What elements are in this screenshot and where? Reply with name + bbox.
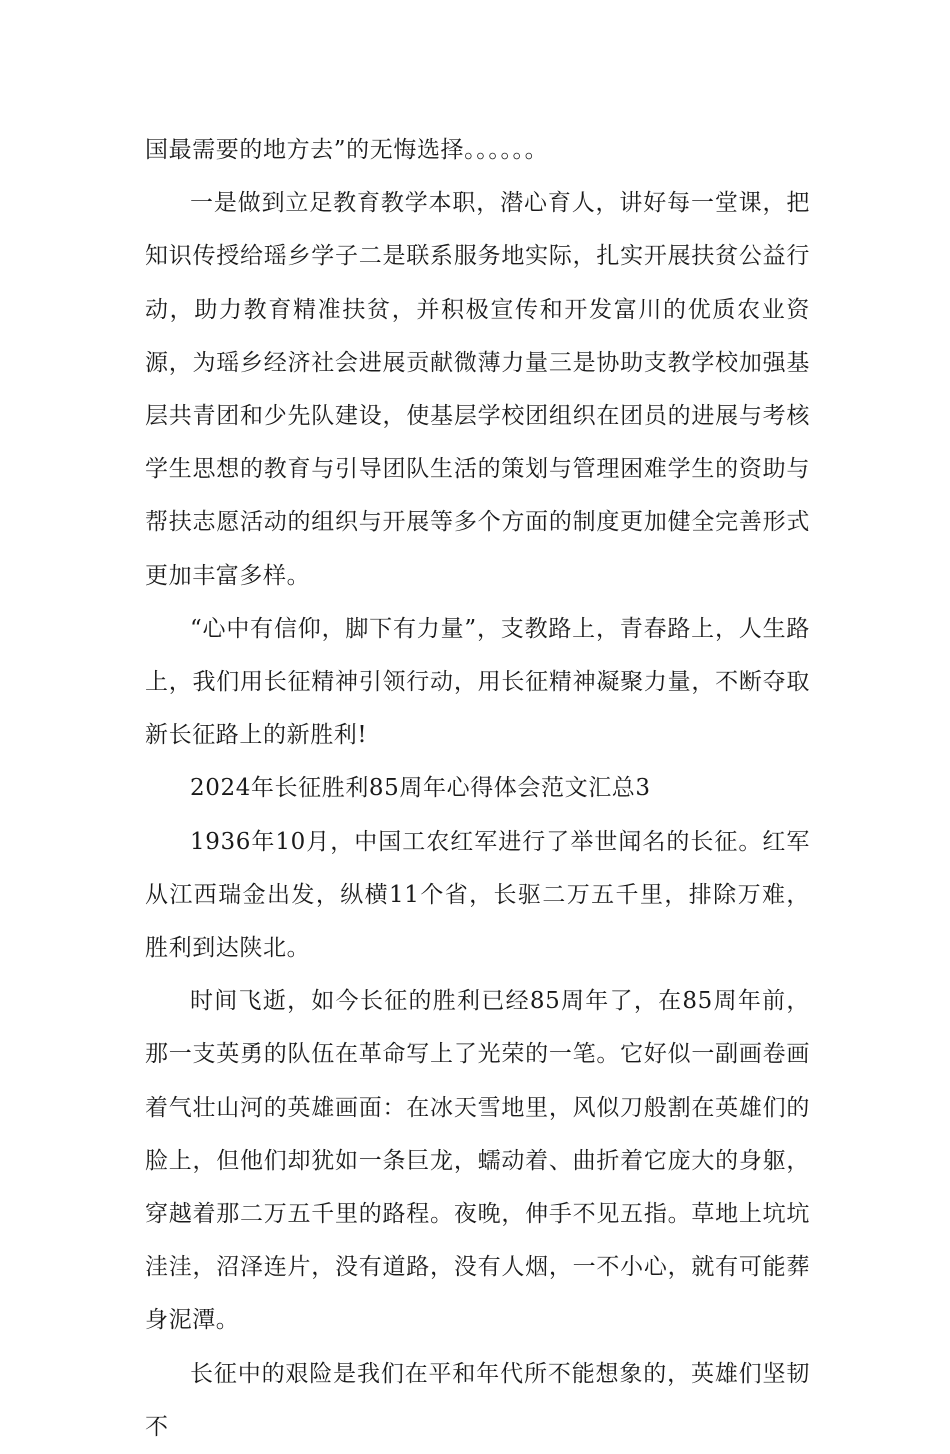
paragraph-2: 一是做到立足教育教学本职，潜心育人，讲好每一堂课，把知识传授给瑶乡学子二是联系服务地实际，扎实开展扶贫公益行动，助力教育精准扶贫，并积极宣传和开发富川的优质农业资源，为瑶乡经济社会进展贡献微薄力量三是协助支教学校加强基层共青团和少先队建设，使基层学校团组织在团员的进展与考核学生思想的教育与引导团队生活的策划与管理困难学生的资助与帮扶志愿活动的组织与开展等多个方面的制度更加健全完善形式更加丰富多样。 bbox=[145, 190, 810, 589]
paragraph-1: 国最需要的地方去”的无悔选择。。。。。。 bbox=[145, 137, 549, 163]
paragraph-6: 长征中的艰险是我们在平和年代所不能想象的，英雄们坚韧不 bbox=[145, 1360, 810, 1440]
paragraph-4: 1936年10月，中国工农红军进行了举世闻名的长征。红军从江西瑞金出发，纵横11个省，长驱二万五千里，排除万难，胜利到达陕北。 bbox=[145, 828, 810, 962]
section-heading: 2024年长征胜利85周年心得体会范文汇总3 bbox=[190, 775, 651, 802]
paragraph-3: “心中有信仰，脚下有力量”，支教路上，青春路上，人生路上，我们用长征精神引领行动，用长征精神凝聚力量，不断夺取新长征路上的新胜利! bbox=[145, 615, 810, 749]
document-body bbox=[145, 124, 810, 1454]
paragraph-5: 时间飞逝，如今长征的胜利已经85周年了，在85周年前，那一支英勇的队伍在革命写上了光荣的一笔。它好似一副画卷画着气壮山河的英雄画面：在冰天雪地里，风似刀般割在英雄们的脸上，但他们却犹如一条巨龙，蠕动着、曲折着它庞大的身躯，穿越着那二万五千里的路程。夜晚，伸手不见五指。草地上坑坑洼洼，沼泽连片，没有道路，没有人烟，一不小心，就有可能葬身泥潭。 bbox=[145, 988, 810, 1334]
